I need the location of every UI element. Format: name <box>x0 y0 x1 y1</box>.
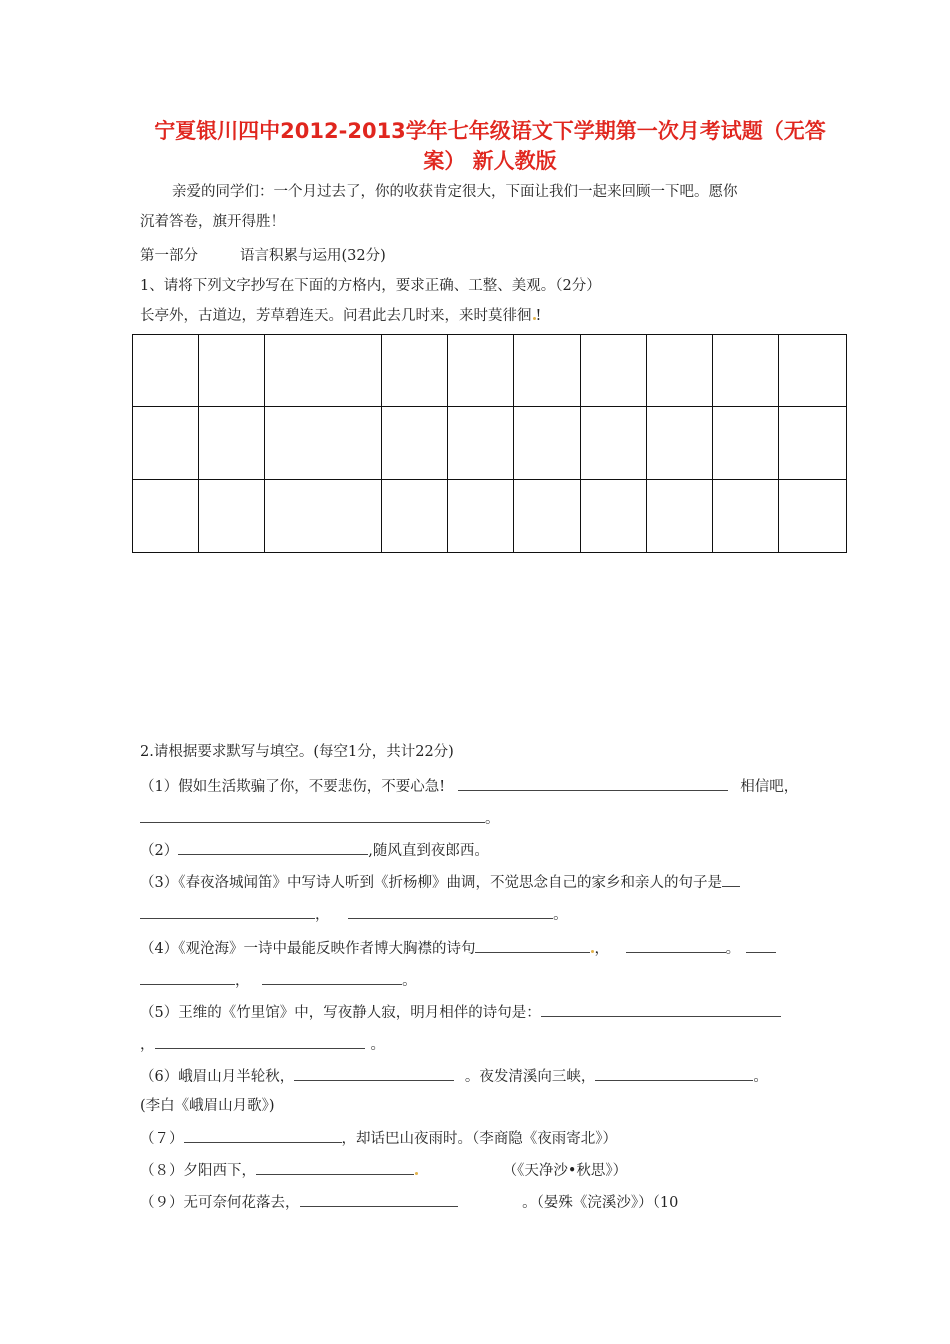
q2-item6-text-b: 。夜发清溪向三峡， <box>464 1069 596 1085</box>
q2-item4-line2 <box>140 970 417 991</box>
q2-item7-num: （７） <box>140 1131 184 1147</box>
answer-blank[interactable] <box>300 1192 458 1207</box>
answer-blank[interactable] <box>256 1160 414 1175</box>
answer-blank[interactable] <box>475 938 590 953</box>
grid-cell[interactable] <box>779 335 847 407</box>
q2-item9-text-b: 。（晏殊《浣溪沙》）（10 <box>522 1195 679 1211</box>
grid-cell[interactable] <box>133 335 199 407</box>
intro-line1: 亲爱的同学们：一个月过去了，你的收获肯定很大，下面让我们一起来回顾一下吧。愿你 <box>172 184 738 200</box>
punct: ， <box>594 941 609 957</box>
grid-cell[interactable] <box>382 335 448 407</box>
grid-cell[interactable] <box>779 480 847 553</box>
punct: ， <box>235 973 250 989</box>
grid-cell[interactable] <box>514 480 581 553</box>
q2-item3-text: （3）《春夜洛城闻笛》中写诗人听到《折杨柳》曲调，不觉思念自己的家乡和亲人的句子是 <box>140 875 722 891</box>
q2-item4-text: （4）《观沧海》一诗中最能反映作者博大胸襟的诗句 <box>140 941 476 957</box>
grid-cell[interactable] <box>581 407 647 480</box>
answer-blank[interactable] <box>140 970 235 985</box>
grid-cell[interactable] <box>199 407 265 480</box>
q2-item6-line1 <box>140 1066 768 1087</box>
q2-item2-num: （2） <box>140 843 179 859</box>
q2-item1-line1 <box>140 776 798 797</box>
intro-line2: 沉着答卷，旗开得胜！ <box>140 214 285 230</box>
answer-blank[interactable] <box>178 840 368 855</box>
q2-item3-line1 <box>140 872 740 893</box>
q2-item5-line2 <box>140 1034 385 1055</box>
q2-item2-text: ,随风直到夜郎西。 <box>368 843 489 859</box>
emphasis-dot <box>415 1172 418 1175</box>
punct: 。 <box>725 941 741 957</box>
q1-prompt: 1、请将下列文字抄写在下面的方格内，要求正确、工整、美观。（2分） <box>140 278 601 294</box>
punct: ， <box>315 907 330 923</box>
answer-blank[interactable] <box>140 904 315 919</box>
grid-cell[interactable] <box>265 480 382 553</box>
grid-cell[interactable] <box>448 480 514 553</box>
doc-title-line1: 宁夏银川四中2012-2013学年七年级语文下学期第一次月考试题（无答 <box>154 119 826 143</box>
q2-item2 <box>140 840 489 861</box>
q1-text <box>140 306 541 326</box>
doc-title-line2: 案） 新人教版 <box>423 149 557 173</box>
grid-cell[interactable] <box>514 407 581 480</box>
punct: 。 <box>370 1037 385 1053</box>
q2-item1-line2 <box>140 808 500 829</box>
grid-cell[interactable] <box>448 335 514 407</box>
punct: ， <box>140 1037 155 1053</box>
q2-item6-source: (李白《峨眉山月歌》) <box>140 1098 275 1114</box>
q1-verse-end: ! <box>535 308 542 324</box>
grid-cell[interactable] <box>514 335 581 407</box>
part1-label: 第一部分 <box>140 248 198 264</box>
answer-blank[interactable] <box>746 938 776 953</box>
q2-prompt: 2.请根据要求默写与填空。(每空1分，共计22分) <box>140 744 454 760</box>
grid-cell[interactable] <box>713 407 779 480</box>
grid-cell[interactable] <box>265 335 382 407</box>
q2-item5-line1 <box>140 1002 781 1023</box>
answer-blank[interactable] <box>458 776 728 791</box>
answer-blank[interactable] <box>184 1128 342 1143</box>
grid-cell[interactable] <box>448 407 514 480</box>
q2-item8 <box>140 1160 627 1181</box>
answer-blank[interactable] <box>155 1034 365 1049</box>
answer-blank[interactable] <box>294 1066 454 1081</box>
punct: 。 <box>402 973 417 989</box>
copy-writing-grid <box>132 334 847 553</box>
grid-cell[interactable] <box>581 335 647 407</box>
grid-cell[interactable] <box>382 407 448 480</box>
part1-heading <box>140 246 386 266</box>
q2-item6-text: （6）峨眉山月半轮秋， <box>140 1069 295 1085</box>
q2-item5-text: （5）王维的《竹里馆》中，写夜静人寂，明月相伴的诗句是： <box>140 1005 541 1021</box>
q1-verse: 长亭外，古道边，芳草碧连天。问君此去几时来，来时莫徘徊 <box>140 308 532 324</box>
grid-cell[interactable] <box>713 480 779 553</box>
punct: 。 <box>553 907 568 923</box>
punct: 。 <box>485 811 500 827</box>
grid-cell[interactable] <box>133 480 199 553</box>
q2-item7 <box>140 1128 617 1149</box>
q2-item3-line2 <box>140 904 568 925</box>
grid-cell[interactable] <box>265 407 382 480</box>
q2-item1-text: （1）假如生活欺骗了你，不要悲伤，不要心急! <box>140 779 446 795</box>
q2-item9-text: （９）无可奈何花落去， <box>140 1195 300 1211</box>
q2-item7-text: ，却话巴山夜雨时。（李商隐《夜雨寄北》） <box>341 1131 617 1147</box>
q2-item4-line1 <box>140 938 776 959</box>
q2-item9 <box>140 1192 678 1213</box>
grid-cell[interactable] <box>647 407 713 480</box>
grid-cell[interactable] <box>199 335 265 407</box>
punct: 。 <box>753 1069 768 1085</box>
q2-item1-text-b: 相信吧， <box>740 779 799 795</box>
grid-cell[interactable] <box>133 407 199 480</box>
answer-blank[interactable] <box>541 1002 781 1017</box>
grid-cell[interactable] <box>647 335 713 407</box>
answer-blank[interactable] <box>626 938 726 953</box>
answer-blank[interactable] <box>348 904 553 919</box>
answer-blank[interactable] <box>262 970 402 985</box>
answer-blank[interactable] <box>595 1066 753 1081</box>
answer-blank[interactable] <box>140 808 485 823</box>
grid-cell[interactable] <box>382 480 448 553</box>
grid-cell[interactable] <box>581 480 647 553</box>
grid-cell[interactable] <box>713 335 779 407</box>
grid-cell[interactable] <box>199 480 265 553</box>
q2-item8-text: （８）夕阳西下， <box>140 1163 256 1179</box>
grid-cell[interactable] <box>647 480 713 553</box>
part1-title: 语言积累与运用(32分) <box>240 248 386 264</box>
q2-item8-source: （《天净沙•秋思》） <box>502 1163 628 1179</box>
grid-cell[interactable] <box>779 407 847 480</box>
answer-blank[interactable] <box>722 872 740 887</box>
